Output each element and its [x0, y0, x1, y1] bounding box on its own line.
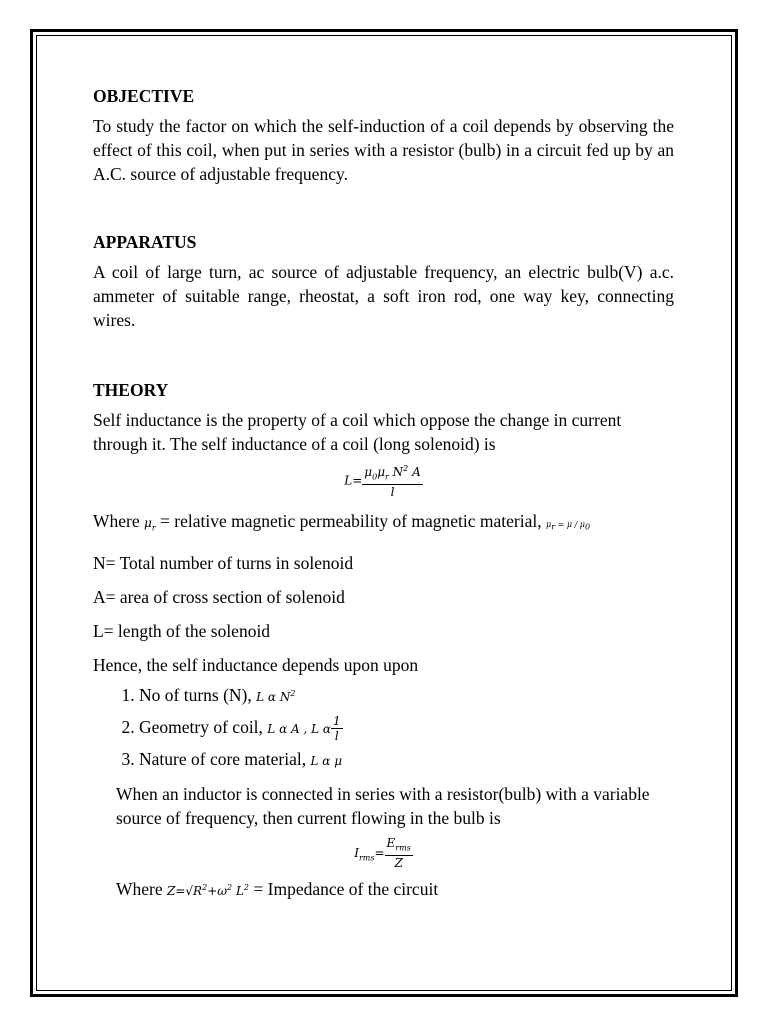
theory-intro: Self inductance is the property of a coil which oppose the change in current through it. The self inductance of a coil (long solenoid) is	[93, 410, 622, 454]
apparatus-text: A coil of large turn, ac source of adjustable frequency, an electric bulb(V) a.c. ammeter of suitable range, rheostat, a soft iron rod, one way key, connecting wires.	[93, 262, 674, 330]
l-definition: L= length of the solenoid	[93, 620, 271, 641]
n-definition: N= Total number of turns in solenoid	[93, 552, 354, 573]
objective-text: To study the factor on which the self-induction of a coil depends by observing the effect of this coil, when put in series with a resistor (bulb) in a circuit fed up by an A.C. source of adjustable frequency.	[93, 116, 674, 184]
list-item: 1. No of turns (N), L α $N^2$	[139, 679, 674, 712]
inductance-formula: L= $\frac{\mu_0\mu_r N^2 A}{l}$	[344, 464, 421, 500]
theory-heading: THEORY	[93, 380, 169, 400]
document-body	[93, 84, 674, 903]
dependency-list	[93, 679, 674, 776]
current-formula: $I_{rms}=$ $\frac{E_{rms}}{Z}$	[354, 835, 411, 871]
mu-r-definition: Where $\mu_r$ = relative magnetic permeability of magnetic material, $\mu_r = \mu / \mu_0$	[93, 511, 591, 533]
list-item: 3. Nature of core material, L α μ	[139, 744, 674, 776]
hence-text: Hence, the self inductance depends upon upon	[93, 654, 419, 675]
impedance-definition: Where $Z=√R^2+\omega^2$ $L^2$ = Impedance of the circuit	[116, 879, 439, 900]
apparatus-heading: APPARATUS	[93, 232, 197, 252]
list-item: 2. Geometry of coil, L α A , L α $\frac{1}{l}$	[139, 712, 674, 744]
series-circuit-text: When an inductor is connected in series with a resistor(bulb) with a variable source of frequency, then current flowing in the bulb is	[116, 783, 650, 828]
objective-heading: OBJECTIVE	[93, 86, 195, 106]
a-definition: A= area of cross section of solenoid	[93, 586, 345, 607]
